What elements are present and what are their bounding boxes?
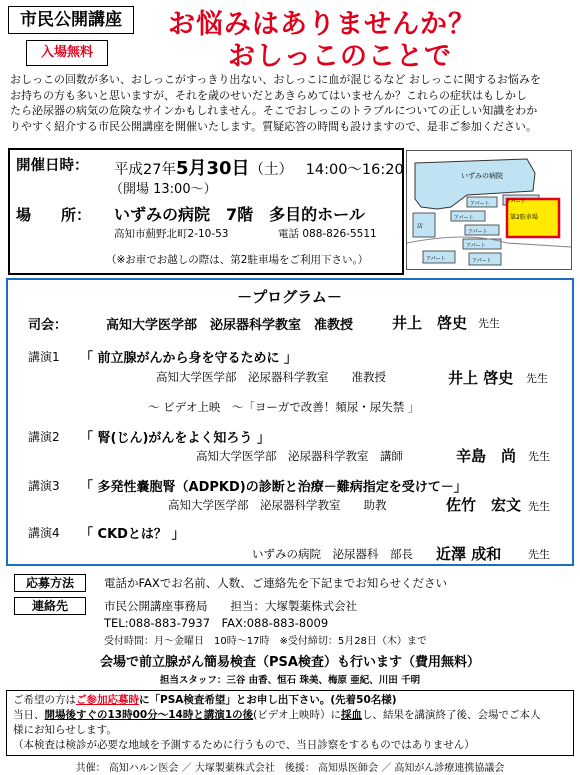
series-label: 市民公開講座: [8, 6, 134, 34]
talk-4-speaker: 近澤 成和: [436, 545, 502, 563]
date-prefix: 平成27年: [114, 162, 176, 178]
talk-1-number: 講演1: [28, 350, 60, 364]
notice-line-4: （本検査は検診が必要な地域を予測するために行うもので、当日診察をするものではありません）: [13, 739, 475, 751]
intro-line: お持ちの方も多いと思いますが、それを歳のせいだとあきらめてはいませんか？これらの症状はもしかし: [10, 88, 527, 102]
map-apartment-label: アパート: [426, 256, 446, 262]
talk-1-affiliation: 高知大学医学部 泌尿器科学教室 准教授: [156, 370, 386, 384]
event-info-box: [8, 148, 404, 275]
apply-method-text: 電話かFAXでお名前、人数、ご連絡先を下記までお知らせください: [104, 576, 447, 590]
notice-line-2: [13, 708, 567, 723]
screening-staff: 担当スタッフ：三谷 由香、恒石 珠美、梅原 亜紀、川田 千明: [159, 675, 421, 686]
contact-office: 市民公開講座事務局 担当：大塚製薬株式会社: [104, 599, 357, 613]
date-main: 5月30日: [175, 158, 250, 179]
date-day: （土）: [249, 162, 294, 178]
intro-paragraph: [10, 72, 572, 134]
talk-3-number: 講演3: [28, 479, 60, 493]
map-hospital-label: いずみの病院: [461, 172, 503, 180]
map-apartment-label: アパート: [506, 199, 526, 205]
apply-method-label: 応募方法: [14, 574, 86, 592]
notice-text: に「PSA検査希望」とお申し出下さい。(先着50名様): [139, 694, 397, 706]
map-apartment-label: アパート: [472, 258, 492, 264]
program-box: [6, 278, 574, 566]
venue-label: 場 所：: [16, 206, 92, 224]
notice-line-1: [13, 693, 567, 708]
notice-highlight: ご参加応募時: [76, 694, 139, 706]
moderator-affiliation: 高知大学医学部 泌尿器科学教室 准教授: [106, 318, 354, 333]
map-apartment-label: アパート: [454, 215, 474, 221]
admission-badge: 入場無料: [26, 40, 108, 66]
headline-line2: おしっこのことで: [228, 41, 452, 72]
talk-2-number: 講演2: [28, 430, 60, 444]
talk-3-affiliation: 高知大学医学部 泌尿器科学教室 助教: [168, 498, 387, 512]
program-title: －プログラム－: [237, 288, 342, 306]
organizers-footer: 共催： 高知ハルン医会 ／ 大塚製薬株式会社 後援： 高知県医師会 ／ 高知がん診療連携協議会: [75, 763, 505, 774]
talk-4-number: 講演4: [28, 526, 60, 540]
venue-name: いずみの病院 7階 多目的ホール: [114, 205, 365, 224]
talk-2-honorific: 先生: [528, 450, 550, 463]
moderator-label: 司会：: [28, 318, 68, 333]
notice-line-3: 様にお知らせします。: [13, 724, 117, 736]
headline-line1: お悩みはありませんか？: [168, 9, 476, 40]
map-apartment-label: アパート: [466, 243, 486, 249]
date-line: [114, 154, 404, 180]
doors-open: （開場 13:00〜）: [110, 182, 217, 197]
intro-line: おしっこの回数が多い、おしっこがすっきり出ない、おしっこに血が混じるなど おしっこに関するお悩みを: [10, 73, 541, 86]
talk-3-speaker: 佐竹 宏文: [446, 496, 522, 514]
event-time: 14:00〜16:20: [305, 162, 404, 178]
talk-1-speaker: 井上 啓史: [448, 369, 514, 387]
map-store-label: 店: [417, 223, 424, 230]
psa-notice-box: [6, 690, 574, 756]
parking-note: （※お車でお越しの際は、第2駐車場をご利用下さい。）: [106, 254, 369, 266]
notice-highlight: 採血: [341, 709, 363, 721]
notice-text: 当日、: [13, 709, 45, 721]
talk-4-honorific: 先生: [528, 548, 550, 561]
date-label: 開催日時：: [16, 158, 89, 174]
map-parking-label: 第2駐車場: [510, 214, 538, 221]
contact-tel-fax: TEL:088-883-7937 FAX:088-883-8009: [104, 616, 329, 630]
access-map: [406, 150, 572, 270]
map-apartment-label: アパート: [470, 201, 490, 207]
screening-notice: 会場で前立腺がん簡易検査（PSA検査）も行います（費用無料）: [100, 655, 480, 670]
moderator-name: 井上 啓史: [392, 314, 468, 332]
intro-line: りやすく紹介する市民公開講座を開催いたします。質疑応答の時間も設けますので、是非ご参加ください。: [10, 119, 537, 133]
talk-2-title: 「 腎(じん)がんをよく知ろう 」: [80, 431, 270, 446]
moderator-honorific: 先生: [478, 317, 500, 330]
talk-1-title: 「 前立腺がんから身を守るために 」: [80, 351, 298, 366]
map-graphic: [407, 151, 571, 269]
notice-text: (ビデオ上映時）に: [253, 709, 342, 721]
contact-label: 連絡先: [14, 597, 86, 615]
talk-1-honorific: 先生: [526, 372, 548, 385]
talk-4-affiliation: いずみの病院 泌尿器科 部長: [252, 547, 413, 561]
contact-hours: 受付時間：月～金曜日 10時～17時 ※受付締切：5月28日（木）まで: [104, 636, 427, 647]
notice-text: し、結果を講演終了後、会場でご本人: [362, 709, 541, 721]
notice-text: ご希望の方は: [13, 694, 76, 706]
video-screening: ～ ビデオ上映 ～「ヨーガで改善！頻尿・尿失禁 」: [148, 400, 420, 414]
intro-line: たら泌尿器の病気の危険なサインかもしれません。そこでおしっこのトラブルについての正しい知識をわか: [10, 104, 538, 117]
notice-highlight: 開場後すぐの13時00分～14時と講演1の後: [44, 709, 254, 721]
talk-3-title: 「 多発性嚢胞腎（ADPKD)の診断と治療－難病指定を受けて－」: [80, 480, 467, 495]
venue-address: 高知市薊野北町2-10-53: [114, 228, 229, 240]
talk-3-honorific: 先生: [528, 500, 550, 513]
map-apartment-label: アパート: [468, 229, 488, 235]
talk-4-title: 「 CKDとは？ 」: [80, 527, 185, 542]
talk-2-affiliation: 高知大学医学部 泌尿器科学教室 講師: [196, 449, 403, 463]
venue-phone: 電話 088-826-5511: [278, 228, 377, 240]
talk-2-speaker: 辛島 尚: [456, 447, 517, 465]
